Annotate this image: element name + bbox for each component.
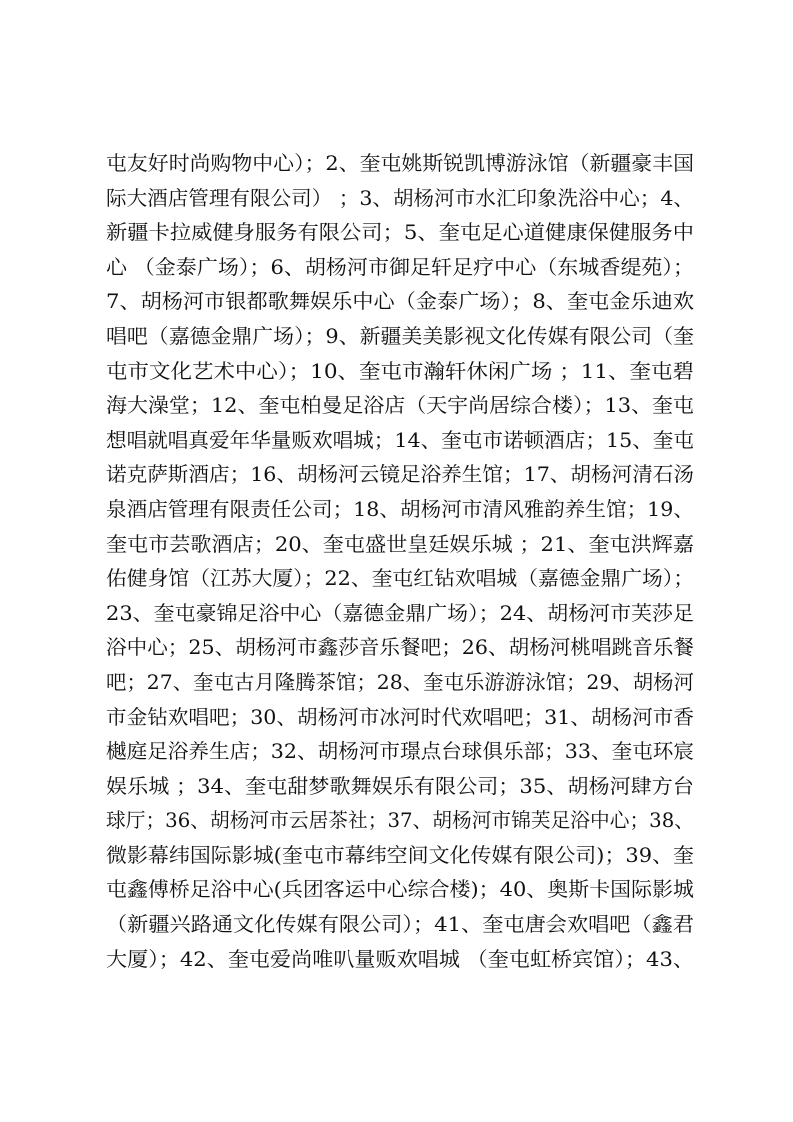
text-line: 23、奎屯豪锦足浴中心（嘉德金鼎广场）；24、胡杨河市芙莎足 — [106, 600, 694, 625]
text-line: 新疆卡拉威健身服务有限公司；5、奎屯足心道健康保健服务中 — [106, 220, 694, 245]
text-line: 想唱就唱真爱年华量贩欢唱城；14、奎屯市诺顿酒店；15、奎屯 — [106, 427, 694, 452]
text-line: 奎屯市芸歌酒店；20、奎屯盛世皇廷娱乐城 ；21、奎屯洪辉嘉 — [106, 531, 694, 556]
text-line: 海大澡堂；12、奎屯柏曼足浴店（天宇尚居综合楼）；13、奎屯 — [106, 393, 694, 418]
text-line: 大厦）；42、奎屯爱尚唯叭量贩欢唱城 （奎屯虹桥宾馆）；43、 — [106, 946, 694, 971]
text-line: 唱吧（嘉德金鼎广场）；9、新疆美美影视文化传媒有限公司（奎 — [106, 323, 694, 348]
text-line: 诺克萨斯酒店；16、胡杨河云镜足浴养生馆；17、胡杨河清石汤 — [106, 462, 694, 487]
text-line: 娱乐城 ；34、奎屯甜梦歌舞娱乐有限公司；35、胡杨河肆方台 — [106, 773, 694, 798]
text-line: 樾庭足浴养生店；32、胡杨河市璟点台球俱乐部；33、奎屯环宸 — [106, 739, 694, 764]
text-line: 屯鑫傅桥足浴中心(兵团客运中心综合楼)；40、奥斯卡国际影城 — [106, 877, 694, 902]
text-line: 心 （金泰广场）；6、胡杨河市御足轩足疗中心（东城香缇苑）； — [106, 254, 694, 279]
text-line: 微影幕纬国际影城(奎屯市幕纬空间文化传媒有限公司)；39、奎 — [106, 842, 694, 867]
text-line: 泉酒店管理有限责任公司；18、胡杨河市清风雅韵养生馆；19、 — [106, 496, 694, 521]
text-line: 屯市文化艺术中心）；10、奎屯市瀚轩休闲广场 ；11、奎屯碧 — [106, 358, 694, 383]
text-line: 市金钻欢唱吧；30、胡杨河市冰河时代欢唱吧；31、胡杨河市香 — [106, 704, 694, 729]
text-line: 吧；27、奎屯古月隆腾茶馆；28、奎屯乐游游泳馆；29、胡杨河 — [106, 669, 694, 694]
text-line: 球厅；36、胡杨河市云居茶社；37、胡杨河市锦芙足浴中心；38、 — [106, 808, 694, 833]
body-text — [106, 146, 706, 976]
text-line: 屯友好时尚购物中心）；2、奎屯姚斯锐凯博游泳馆（新疆豪丰国 — [106, 151, 694, 175]
text-line: 佑健身馆（江苏大厦）；22、奎屯红钻欢唱城（嘉德金鼎广场）； — [106, 566, 694, 591]
text-line: 浴中心；25、胡杨河市鑫莎音乐餐吧；26、胡杨河桃唱跳音乐餐 — [106, 635, 694, 660]
text-line: 际大酒店管理有限公司） ；3、胡杨河市水汇印象洗浴中心；4、 — [106, 185, 694, 210]
text-line: （新疆兴路通文化传媒有限公司）；41、奎屯唐会欢唱吧（鑫君 — [106, 912, 694, 937]
text-line: 7、胡杨河市银都歌舞娱乐中心（金泰广场）；8、奎屯金乐迪欢 — [106, 289, 694, 314]
